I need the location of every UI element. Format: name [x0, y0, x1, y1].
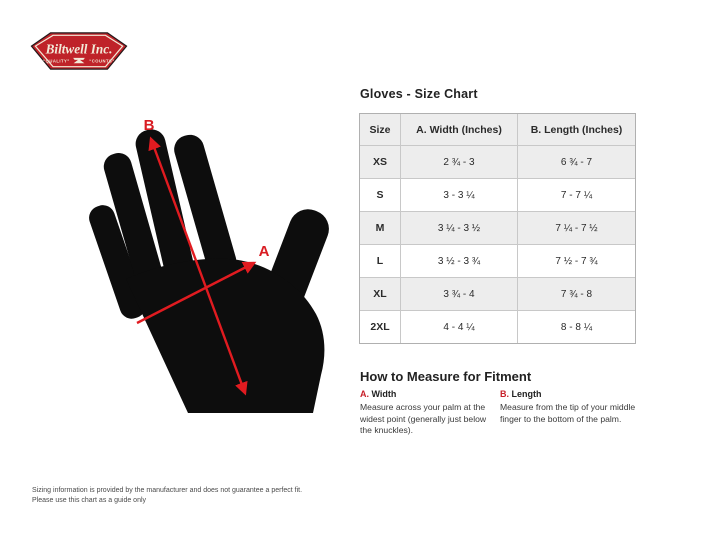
- length-value: 7 ½ - 7 ¾: [517, 245, 635, 277]
- logo-tagline-left: “QUALITY”: [43, 58, 70, 64]
- size-value: M: [375, 222, 385, 234]
- table-row-s: [360, 178, 635, 211]
- disclaimer-line-2: Please use this chart as a guide only: [32, 497, 147, 504]
- length-value: 7 - 7 ¼: [517, 179, 635, 211]
- table-row-2xl: [360, 310, 635, 343]
- logo-tagline-right: “COUNTS”: [89, 58, 115, 64]
- disclaimer-text: [32, 486, 332, 506]
- col-header-length: B. Length (Inches): [517, 114, 635, 145]
- glove-measurement-diagram: [82, 103, 340, 421]
- size-value: 2XL: [370, 321, 390, 333]
- measure-length-label: Length: [511, 389, 542, 399]
- measure-length-letter: B.: [500, 389, 509, 399]
- length-value: 7 ¾ - 8: [517, 278, 635, 310]
- measure-length-heading: [500, 389, 652, 399]
- table-row-l: [360, 244, 635, 277]
- length-value: 6 ¾ - 7: [517, 146, 635, 178]
- measure-item-width: [360, 389, 498, 437]
- measure-width-letter: A.: [360, 389, 369, 399]
- size-value: S: [376, 189, 384, 201]
- width-value: 2 ¾ - 3: [400, 146, 517, 178]
- length-value: 7 ¼ - 7 ½: [517, 212, 635, 244]
- width-value: 3 - 3 ¼: [400, 179, 517, 211]
- size-value: XL: [373, 288, 387, 300]
- logo-brand-text: Biltwell Inc.: [45, 41, 113, 57]
- measure-width-description: Measure across your palm at the widest point (generally just below the knuckles).: [360, 402, 487, 435]
- disclaimer-line-1: Sizing information is provided by the manufacturer and does not guarantee a perfect fit.: [32, 487, 303, 494]
- how-to-measure-title: How to Measure for Fitment: [360, 369, 532, 384]
- size-chart-table: [359, 113, 636, 344]
- width-value: 3 ¼ - 3 ½: [400, 212, 517, 244]
- size-value: L: [376, 255, 384, 267]
- width-value: 3 ½ - 3 ¾: [400, 245, 517, 277]
- table-row-xl: [360, 277, 635, 310]
- diagram-label-a: A: [258, 243, 270, 260]
- table-row-xs: [360, 145, 635, 178]
- glove-silhouette: [86, 127, 335, 413]
- measure-length-description: Measure from the tip of your middle finger to the bottom of the palm.: [500, 402, 636, 424]
- diagram-label-b: B: [143, 117, 155, 134]
- size-value: XS: [372, 156, 387, 168]
- width-value: 3 ¾ - 4: [400, 278, 517, 310]
- col-header-width: A. Width (Inches): [400, 114, 517, 145]
- table-row-m: [360, 211, 635, 244]
- col-header-size: Size: [369, 123, 391, 136]
- length-value: 8 - 8 ¼: [517, 311, 635, 343]
- width-value: 4 - 4 ¼: [400, 311, 517, 343]
- measure-item-length: [500, 389, 652, 425]
- table-header-row: [360, 114, 635, 145]
- measure-width-heading: [360, 389, 498, 399]
- size-chart-title: Gloves - Size Chart: [360, 87, 478, 101]
- biltwell-logo: [30, 31, 128, 71]
- measure-width-label: Width: [371, 389, 397, 399]
